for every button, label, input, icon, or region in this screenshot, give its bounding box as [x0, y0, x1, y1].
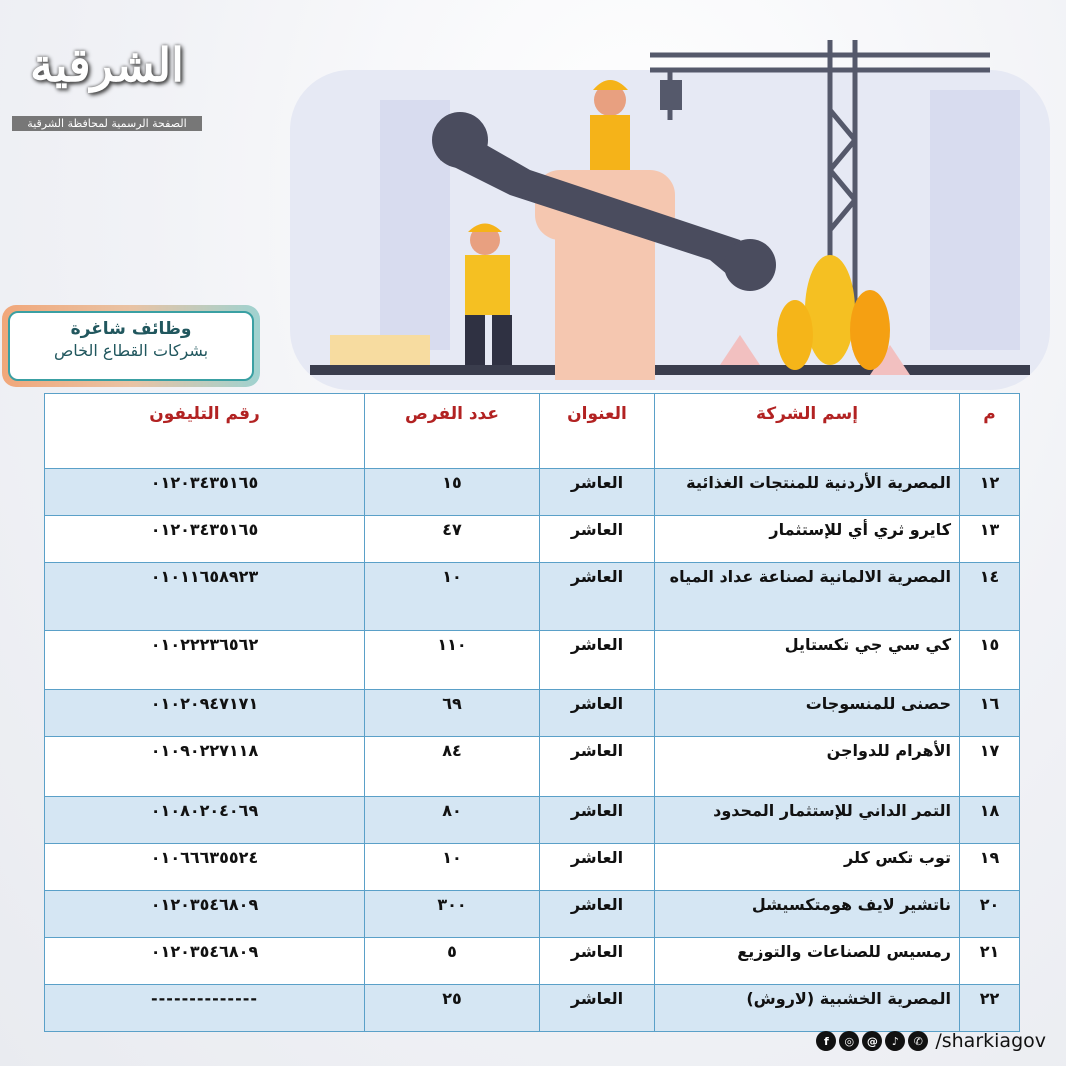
table-row — [45, 985, 1020, 1032]
jobs-table — [44, 393, 1020, 1032]
row-count: ١٠ — [365, 563, 540, 631]
row-count: ٤٧ — [365, 516, 540, 563]
row-company: كايرو ثري أي للإستثمار — [655, 516, 960, 563]
table-row — [45, 737, 1020, 797]
row-company: ناتشير لايف هومتكسيشل — [655, 891, 960, 938]
logo-subtitle: الصفحة الرسمية لمحافظة الشرقية — [12, 116, 202, 131]
header-count: عدد الفرص — [365, 394, 540, 469]
row-count: ٨٤ — [365, 737, 540, 797]
row-phone: ٠١٠١١٦٥٨٩٢٣ — [45, 563, 365, 631]
row-address: العاشر — [540, 690, 655, 737]
row-num: ١٢ — [960, 469, 1020, 516]
row-num: ١٥ — [960, 631, 1020, 690]
row-address: العاشر — [540, 891, 655, 938]
vacancies-badge — [2, 305, 260, 387]
row-address: العاشر — [540, 737, 655, 797]
row-address: العاشر — [540, 563, 655, 631]
vacancies-badge-inner — [8, 311, 254, 381]
header-phone: رقم التليفون — [45, 394, 365, 469]
workers-illustration — [270, 10, 1066, 400]
row-phone: ٠١٢٠٣٥٤٦٨٠٩ — [45, 891, 365, 938]
row-count: ٨٠ — [365, 797, 540, 844]
row-count: ١٠ — [365, 844, 540, 891]
row-count: ١٥ — [365, 469, 540, 516]
table-row — [45, 690, 1020, 737]
row-phone: ٠١٠٢٠٩٤٧١٧١ — [45, 690, 365, 737]
social-footer — [816, 1028, 1046, 1054]
social-handle[interactable]: /sharkiagov — [935, 1030, 1046, 1052]
table-header-row — [45, 394, 1020, 469]
row-count: ٣٠٠ — [365, 891, 540, 938]
row-company: الأهرام للدواجن — [655, 737, 960, 797]
row-address: العاشر — [540, 844, 655, 891]
row-num: ١٩ — [960, 844, 1020, 891]
table-row — [45, 844, 1020, 891]
row-num: ٢٠ — [960, 891, 1020, 938]
row-company: المصرية الالمانية لصناعة عداد المياه — [655, 563, 960, 631]
row-company: التمر الداني للإستثمار المحدود — [655, 797, 960, 844]
facebook-icon[interactable]: f — [816, 1031, 836, 1051]
row-company: كي سي جي تكستايل — [655, 631, 960, 690]
header-num: م — [960, 394, 1020, 469]
row-phone: ٠١٠٢٢٢٣٦٥٦٢ — [45, 631, 365, 690]
header-address: العنوان — [540, 394, 655, 469]
table-row — [45, 563, 1020, 631]
header-company: إسم الشركة — [655, 394, 960, 469]
row-count: ٢٥ — [365, 985, 540, 1032]
tiktok-icon[interactable]: ♪ — [885, 1031, 905, 1051]
row-count: ٦٩ — [365, 690, 540, 737]
row-count: ٥ — [365, 938, 540, 985]
row-num: ١٤ — [960, 563, 1020, 631]
row-count: ١١٠ — [365, 631, 540, 690]
table-row — [45, 469, 1020, 516]
table-row — [45, 516, 1020, 563]
row-address: العاشر — [540, 797, 655, 844]
badge-title: وظائف شاغرة — [70, 319, 192, 339]
row-company: توب تكس كلر — [655, 844, 960, 891]
row-company: حصنى للمنسوجات — [655, 690, 960, 737]
row-address: العاشر — [540, 469, 655, 516]
row-company: رمسيس للصناعات والتوزيع — [655, 938, 960, 985]
row-phone: ٠١٠٦٦٦٣٥٥٢٤ — [45, 844, 365, 891]
row-phone: -------------- — [45, 985, 365, 1032]
row-address: العاشر — [540, 938, 655, 985]
row-phone: ٠١٢٠٣٥٤٦٨٠٩ — [45, 938, 365, 985]
table-row — [45, 797, 1020, 844]
row-company: المصرية الخشبية (لاروش) — [655, 985, 960, 1032]
row-address: العاشر — [540, 516, 655, 563]
table-row — [45, 938, 1020, 985]
row-num: ١٣ — [960, 516, 1020, 563]
row-num: ١٨ — [960, 797, 1020, 844]
threads-icon[interactable]: @ — [862, 1031, 882, 1051]
row-company: المصرية الأردنية للمنتجات الغذائية — [655, 469, 960, 516]
row-phone: ٠١٠٩٠٢٢٧١١٨ — [45, 737, 365, 797]
table-row — [45, 891, 1020, 938]
row-phone: ٠١٢٠٣٤٣٥١٦٥ — [45, 516, 365, 563]
row-address: العاشر — [540, 631, 655, 690]
sharkia-logo — [12, 38, 202, 138]
row-num: ٢١ — [960, 938, 1020, 985]
row-address: العاشر — [540, 985, 655, 1032]
row-num: ١٧ — [960, 737, 1020, 797]
table-row — [45, 631, 1020, 690]
whatsapp-icon[interactable]: ✆ — [908, 1031, 928, 1051]
row-num: ١٦ — [960, 690, 1020, 737]
logo-title: الشرقية — [30, 38, 184, 92]
row-phone: ٠١٢٠٣٤٣٥١٦٥ — [45, 469, 365, 516]
row-phone: ٠١٠٨٠٢٠٤٠٦٩ — [45, 797, 365, 844]
badge-subtitle: بشركات القطاع الخاص — [53, 341, 209, 360]
instagram-icon[interactable]: ◎ — [839, 1031, 859, 1051]
row-num: ٢٢ — [960, 985, 1020, 1032]
